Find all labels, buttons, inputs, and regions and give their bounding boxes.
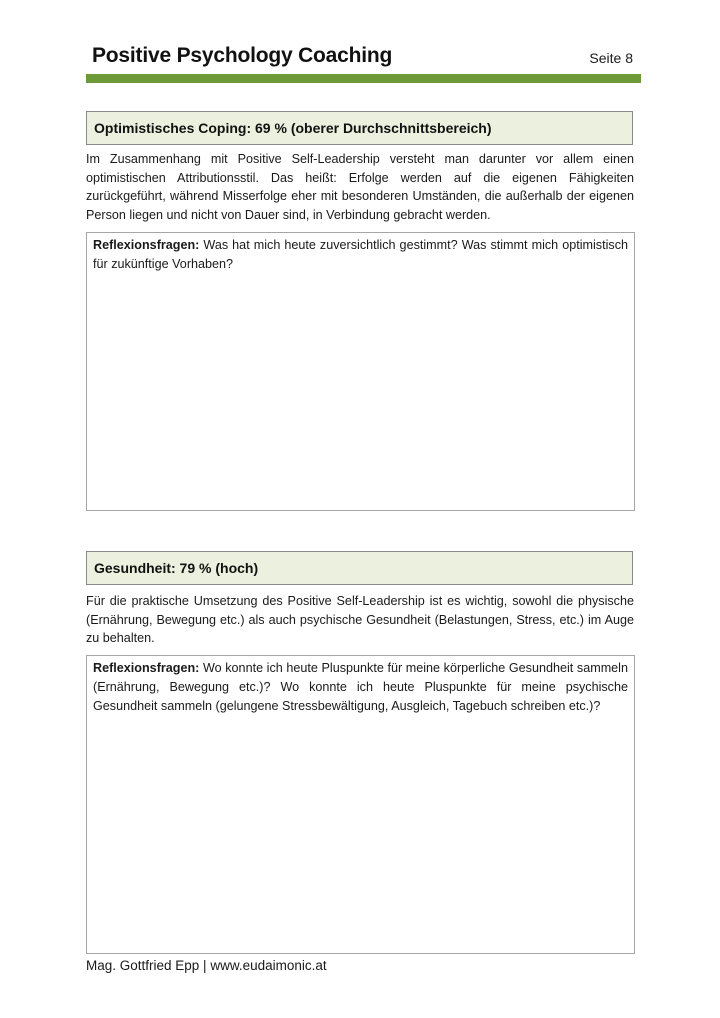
reflection-box-health[interactable] [86,655,635,954]
reflection-label: Reflexionsfragen: [93,661,200,675]
page-header [86,40,635,72]
reflection-questions: Was hat mich heute zuversichtlich gestimmt? Was stimmt mich optimistisch für zukünftige Vorhaben? [93,238,628,271]
reflection-box-optimistic-coping[interactable] [86,232,635,511]
page-footer: Mag. Gottfried Epp | www.eudaimonic.at [86,958,327,973]
page-number: Seite 8 [589,50,633,66]
section-heading-optimistic-coping: Optimistisches Coping: 69 % (oberer Durchschnittsbereich) [86,111,633,145]
reflection-questions: Wo konnte ich heute Pluspunkte für meine körperliche Gesundheit sammeln (Ernährung, Bewegung etc.)? Wo konnte ich heute Pluspunkte für meine psychische Gesundheit sammeln (gelungene Stressbewältigung, Ausgleich, Tagebuch schreiben etc.)? [93,661,628,713]
header-accent-rule [86,74,641,83]
section-body-health: Für die praktische Umsetzung des Positive Self-Leadership ist es wichtig, sowohl die physische (Ernährung, Bewegung etc.) als auch psychische Gesundheit (Belastungen, Stress, etc.) im Auge zu behalten. [86,594,634,645]
reflection-label: Reflexionsfragen: [93,238,200,252]
section-heading-health: Gesundheit: 79 % (hoch) [86,551,633,585]
section-body-optimistic-coping: Im Zusammenhang mit Positive Self-Leadership versteht man darunter vor allem einen optimistischen Attributionsstil. Das heißt: Erfolge werden auf die eigenen Fähigkeiten zurückgeführt, während Misserfolge eher mit besonderen Umständen, die außerhalb der eigenen Person liegen und nicht von Dauer sind, in Verbindung gebracht werden. [86,152,634,222]
page-title: Positive Psychology Coaching [92,44,393,67]
